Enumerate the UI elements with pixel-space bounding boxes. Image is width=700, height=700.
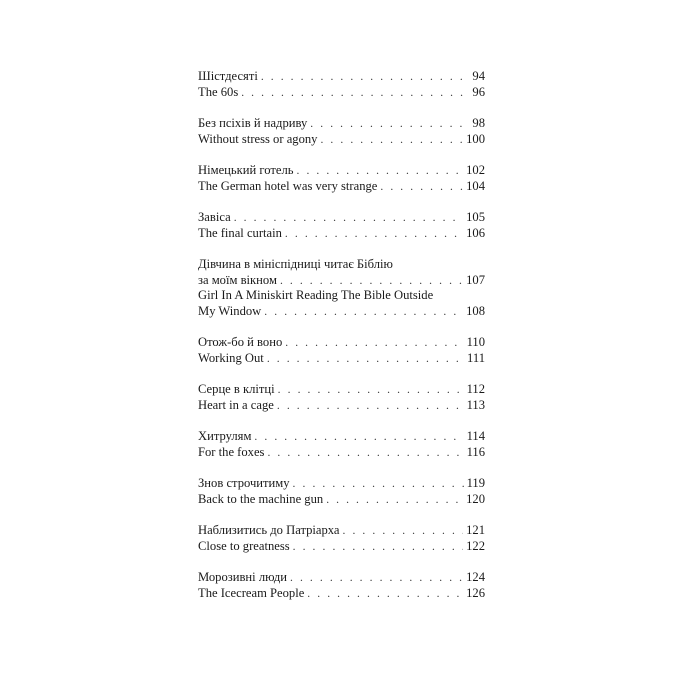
toc-entry[interactable] [198,163,485,179]
toc-entry-title: Шістдесяті [198,69,258,83]
toc-entry-title: Close to greatness [198,538,290,553]
toc-entry-page: 94 [472,69,485,83]
toc-entry[interactable] [198,210,485,226]
toc-entry-page: 108 [466,303,485,318]
toc-entry[interactable] [198,429,485,445]
toc-entry-title: Without stress or agony [198,131,318,146]
dot-leader [280,274,463,290]
toc-entry-title: Морозивні люди [198,570,288,584]
toc-group [198,429,485,460]
toc-entry-title: за моїм вікном [198,272,277,287]
toc-group [198,163,485,194]
toc-entry-title: Без псіхів й надриву [198,116,308,130]
dot-leader [264,305,463,321]
toc-entry-page: 111 [467,350,485,365]
toc-entry[interactable] [198,570,485,586]
toc-entry-title: Back to the machine gun [198,491,324,506]
toc-entry-page: 100 [466,131,485,146]
dot-leader [307,587,463,603]
toc-entry-page: 126 [466,585,485,600]
toc-entry-title: Working Out [198,350,264,365]
toc-entry[interactable] [198,476,485,492]
toc-entry[interactable] [198,69,485,85]
toc-entry[interactable] [198,398,485,414]
dot-leader [261,70,470,86]
toc-entry-page: 122 [466,538,485,553]
toc-group [198,382,485,413]
toc-entry[interactable] [198,586,485,602]
toc-entry[interactable] [198,116,485,132]
toc-entry-page: 112 [466,382,485,396]
toc-entry-title: For the foxes [198,444,265,459]
toc-entry-title-line[interactable] [198,288,485,304]
toc-entry[interactable] [198,335,485,351]
toc-entry-page: 119 [466,476,485,490]
dot-leader [310,117,469,133]
toc-group [198,335,485,366]
toc-entry-page: 107 [466,272,485,287]
toc-entry-title: Серце в клітці [198,382,275,396]
toc-entry-page: 104 [466,178,485,193]
toc-entry-title: Наблизитись до Патріарха [198,523,340,537]
toc-entry[interactable] [198,492,485,508]
toc-entry-title: The German hotel was very strange [198,178,378,193]
dot-leader [297,164,464,180]
toc-entry[interactable] [198,351,485,367]
toc-group [198,257,485,319]
dot-leader [241,86,469,102]
dot-leader [293,540,463,556]
table-of-contents [198,69,485,617]
toc-entry[interactable] [198,523,485,539]
toc-entry-title: The 60s [198,84,239,99]
toc-entry-title: Знов строчитиму [198,476,290,490]
dot-leader [277,399,464,415]
toc-entry-title: My Window [198,303,262,318]
dot-leader [320,133,463,149]
toc-group [198,523,485,554]
toc-entry[interactable] [198,304,485,320]
toc-entry-title: Girl In A Miniskirt Reading The Bible Outside [198,288,434,302]
toc-group [198,570,485,601]
dot-leader [234,211,463,227]
dot-leader [343,524,464,540]
toc-entry-page: 121 [466,523,485,537]
dot-leader [254,430,463,446]
dot-leader [285,227,463,243]
dot-leader [290,571,463,587]
toc-entry-title: Завіса [198,210,231,224]
dot-leader [326,493,463,509]
toc-entry[interactable] [198,179,485,195]
dot-leader [267,446,463,462]
toc-group [198,116,485,147]
dot-leader [278,383,464,399]
toc-entry-title: The final curtain [198,225,282,240]
toc-entry-page: 114 [466,429,485,443]
toc-group [198,69,485,100]
dot-leader [285,336,463,352]
toc-entry[interactable] [198,226,485,242]
toc-entry-page: 105 [466,210,485,224]
toc-entry-page: 96 [472,84,485,99]
toc-entry[interactable] [198,85,485,101]
toc-entry-title-line[interactable] [198,257,485,273]
toc-entry-page: 120 [466,491,485,506]
toc-group [198,476,485,507]
toc-entry-title: Отож-бо й воно [198,335,283,349]
toc-entry-page: 113 [466,397,485,412]
toc-entry[interactable] [198,132,485,148]
toc-entry-title: Німецький готель [198,163,294,177]
toc-entry[interactable] [198,273,485,289]
toc-entry-page: 116 [466,444,485,459]
toc-entry-title: Хитрулям [198,429,252,443]
toc-entry-title: Heart in a cage [198,397,274,412]
toc-entry-title: The Icecream People [198,585,305,600]
toc-group [198,210,485,241]
toc-entry-page: 106 [466,225,485,240]
toc-entry-page: 124 [466,570,485,584]
toc-entry[interactable] [198,382,485,398]
toc-entry-page: 98 [472,116,485,130]
dot-leader [293,477,464,493]
dot-leader [267,352,464,368]
toc-entry-title: Дівчина в мініспідниці читає Біблію [198,257,393,271]
dot-leader [380,180,463,196]
toc-entry-page: 110 [466,335,485,349]
toc-entry[interactable] [198,445,485,461]
toc-entry-page: 102 [466,163,485,177]
toc-entry[interactable] [198,539,485,555]
